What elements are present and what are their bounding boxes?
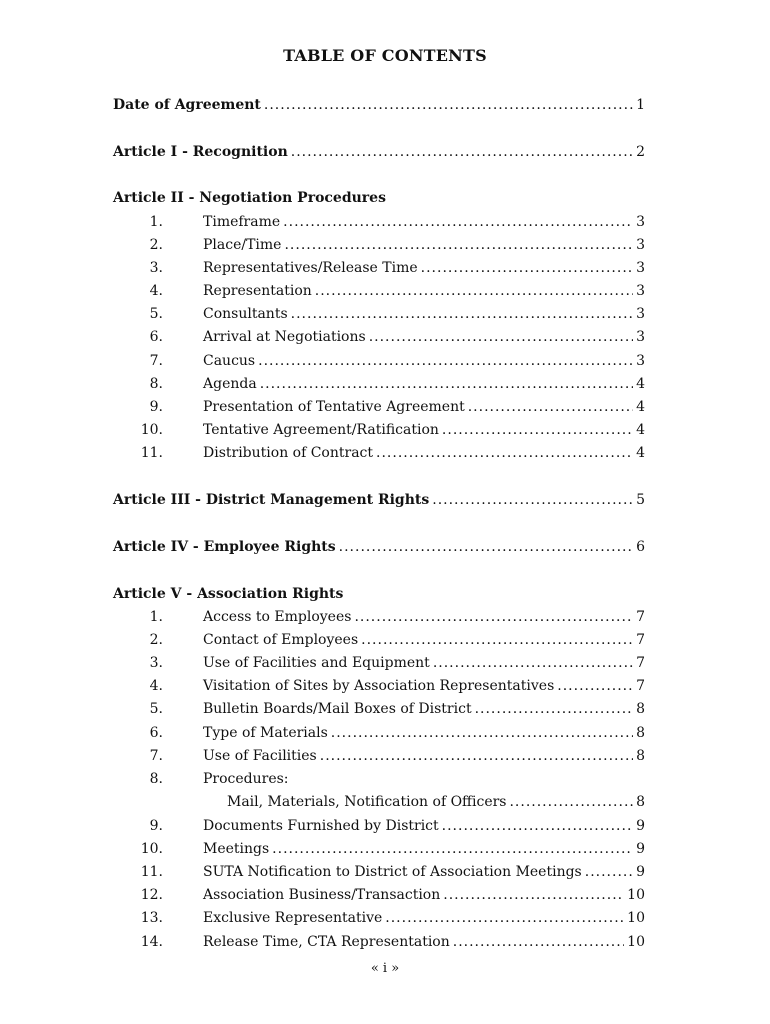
toc-entry-page: 7 bbox=[636, 609, 645, 625]
toc-entry-page: 3 bbox=[636, 329, 645, 345]
toc-entry bbox=[113, 421, 645, 439]
toc-entry-label: Contact of Employees bbox=[203, 632, 359, 648]
toc-entry-label: Visitation of Sites by Association Representatives bbox=[203, 678, 555, 694]
toc-entry-number: 3. bbox=[149, 655, 163, 671]
toc-entry bbox=[113, 817, 645, 835]
toc-entry bbox=[113, 654, 645, 672]
toc-entry-page: 2 bbox=[636, 144, 645, 160]
toc-entry bbox=[113, 631, 645, 649]
toc-entry-page: 4 bbox=[636, 376, 645, 392]
toc-entry-label: Access to Employees bbox=[203, 609, 352, 625]
toc-entry-page: 3 bbox=[636, 214, 645, 230]
toc-entry-page: 8 bbox=[636, 748, 645, 764]
toc-entry-label: Use of Facilities and Equipment bbox=[203, 655, 430, 671]
toc-entry-number: 4. bbox=[149, 678, 163, 694]
toc-entry-page: 3 bbox=[636, 353, 645, 369]
dot-leader bbox=[385, 909, 624, 927]
toc-entry-label: Tentative Agreement/Ratification bbox=[203, 422, 439, 438]
toc-entry bbox=[113, 398, 645, 416]
dot-leader bbox=[284, 236, 633, 254]
toc-entry bbox=[113, 259, 645, 277]
toc-entry bbox=[113, 909, 645, 927]
dot-leader bbox=[468, 398, 633, 416]
dot-leader bbox=[557, 677, 633, 695]
dot-leader bbox=[442, 421, 633, 439]
toc-entry-page: 5 bbox=[636, 492, 645, 508]
toc-entry bbox=[113, 375, 645, 393]
dot-leader bbox=[369, 328, 633, 346]
toc-entry bbox=[113, 236, 645, 254]
toc-entry-label: Place/Time bbox=[203, 237, 282, 253]
dot-leader bbox=[320, 747, 633, 765]
dot-leader bbox=[258, 352, 633, 370]
toc-entry-label: Article V - Association Rights bbox=[113, 586, 344, 602]
dot-leader bbox=[331, 724, 633, 742]
toc-entry-number: 2. bbox=[149, 237, 163, 253]
dot-leader bbox=[291, 305, 633, 323]
dot-leader bbox=[443, 886, 624, 904]
toc-entry-label: Bulletin Boards/Mail Boxes of District bbox=[203, 701, 472, 717]
toc-entry-number: 11. bbox=[140, 864, 163, 880]
dot-leader bbox=[264, 96, 633, 114]
toc-entry bbox=[113, 700, 645, 718]
toc-entry-label: Caucus bbox=[203, 353, 256, 369]
toc-entry-page: 10 bbox=[627, 934, 645, 950]
toc-entry-number: 10. bbox=[140, 841, 163, 857]
dot-leader bbox=[339, 538, 633, 556]
toc-entry-label: Type of Materials bbox=[203, 725, 328, 741]
toc-entry bbox=[113, 538, 645, 556]
toc-entry-label: Meetings bbox=[203, 841, 270, 857]
toc-entry-number: 9. bbox=[149, 399, 163, 415]
toc-entry bbox=[113, 886, 645, 904]
toc-entry-number: 1. bbox=[149, 214, 163, 230]
page-number-footer: « i » bbox=[370, 961, 400, 976]
page-title: TABLE OF CONTENTS bbox=[283, 46, 487, 65]
toc-entry bbox=[113, 143, 645, 161]
toc-entry-label: Use of Facilities bbox=[203, 748, 317, 764]
dot-leader bbox=[283, 213, 633, 231]
toc-entry bbox=[113, 189, 645, 207]
dot-leader bbox=[442, 817, 633, 835]
toc-entry-number: 3. bbox=[149, 260, 163, 276]
toc-entry-page: 8 bbox=[636, 794, 645, 810]
dot-leader bbox=[421, 259, 633, 277]
toc-entry-label: Presentation of Tentative Agreement bbox=[203, 399, 465, 415]
toc-entry-number: 13. bbox=[140, 910, 163, 926]
toc-entry-label: Exclusive Representative bbox=[203, 910, 383, 926]
toc-entry-number: 10. bbox=[140, 422, 163, 438]
toc-entry-page: 3 bbox=[636, 283, 645, 299]
dot-leader bbox=[475, 700, 634, 718]
dot-leader bbox=[433, 654, 633, 672]
toc-entry bbox=[113, 747, 645, 765]
toc-entry-page: 3 bbox=[636, 306, 645, 322]
toc-entry-number: 6. bbox=[149, 725, 163, 741]
toc-entry bbox=[113, 585, 645, 603]
toc-entry-label: Agenda bbox=[203, 376, 257, 392]
toc-entry-label: Association Business/Transaction bbox=[203, 887, 441, 903]
toc-entry-page: 3 bbox=[636, 260, 645, 276]
toc-entry-number: 14. bbox=[140, 934, 163, 950]
toc-entry-number: 5. bbox=[149, 306, 163, 322]
toc-entry bbox=[113, 724, 645, 742]
toc-entry-label: Representation bbox=[203, 283, 312, 299]
toc-entry-number: 6. bbox=[149, 329, 163, 345]
toc-entry-number: 12. bbox=[140, 887, 163, 903]
toc-entry bbox=[113, 352, 645, 370]
toc-entry-label: Timeframe bbox=[203, 214, 281, 230]
toc-entry bbox=[113, 677, 645, 695]
toc-entry-label: Distribution of Contract bbox=[203, 445, 374, 461]
toc-entry-label: Representatives/Release Time bbox=[203, 260, 418, 276]
toc-entry bbox=[113, 793, 645, 811]
toc-entry bbox=[113, 96, 645, 114]
toc-entry-page: 9 bbox=[636, 818, 645, 834]
dot-leader bbox=[432, 491, 633, 509]
dot-leader bbox=[376, 444, 633, 462]
toc-entry-number: 5. bbox=[149, 701, 163, 717]
toc-entry-page: 8 bbox=[636, 725, 645, 741]
dot-leader bbox=[361, 631, 633, 649]
toc-entry-page: 3 bbox=[636, 237, 645, 253]
toc-entry-number: 8. bbox=[149, 771, 163, 787]
toc-entry-page: 4 bbox=[636, 445, 645, 461]
toc-entry-page: 6 bbox=[636, 539, 645, 555]
toc-entry-page: 7 bbox=[636, 655, 645, 671]
dot-leader bbox=[315, 282, 633, 300]
toc-entry-page: 7 bbox=[636, 632, 645, 648]
toc-entry bbox=[113, 863, 645, 881]
toc-entry bbox=[113, 840, 645, 858]
dot-leader bbox=[272, 840, 633, 858]
toc-entry-page: 10 bbox=[627, 910, 645, 926]
toc-entry-label: Article II - Negotiation Procedures bbox=[113, 190, 386, 206]
toc-entry-number: 9. bbox=[149, 818, 163, 834]
toc-entry-page: 7 bbox=[636, 678, 645, 694]
dot-leader bbox=[291, 143, 633, 161]
toc-entry-number: 11. bbox=[140, 445, 163, 461]
toc-entry-page: 9 bbox=[636, 841, 645, 857]
toc-entry-page: 10 bbox=[627, 887, 645, 903]
toc-entry-number: 4. bbox=[149, 283, 163, 299]
toc-entry bbox=[113, 491, 645, 509]
toc-entry-label: Article IV - Employee Rights bbox=[113, 539, 336, 555]
toc-entry bbox=[113, 444, 645, 462]
toc-entry-number: 8. bbox=[149, 376, 163, 392]
toc-entry bbox=[113, 305, 645, 323]
toc-entry-label: Consultants bbox=[203, 306, 288, 322]
toc-entry-label: SUTA Notification to District of Association Meetings bbox=[203, 864, 582, 880]
dot-leader bbox=[453, 933, 624, 951]
toc-entry-label: Documents Furnished by District bbox=[203, 818, 439, 834]
toc-entry bbox=[113, 770, 645, 788]
toc-entry-number: 2. bbox=[149, 632, 163, 648]
toc-entry bbox=[113, 933, 645, 951]
dot-leader bbox=[354, 608, 633, 626]
toc-entry bbox=[113, 213, 645, 231]
toc-entry-label: Arrival at Negotiations bbox=[203, 329, 366, 345]
toc-entry bbox=[113, 328, 645, 346]
toc-entry-number: 1. bbox=[149, 609, 163, 625]
toc-entry-page: 1 bbox=[636, 97, 645, 113]
toc-entry-label: Mail, Materials, Notification of Officers bbox=[227, 794, 507, 810]
toc-entry-number: 7. bbox=[149, 748, 163, 764]
toc-entry-number: 7. bbox=[149, 353, 163, 369]
toc-entry-label: Date of Agreement bbox=[113, 97, 261, 113]
dot-leader bbox=[260, 375, 633, 393]
toc-entry bbox=[113, 608, 645, 626]
dot-leader bbox=[509, 793, 633, 811]
toc-entry-label: Release Time, CTA Representation bbox=[203, 934, 450, 950]
toc-entry-page: 4 bbox=[636, 422, 645, 438]
toc-entry-label: Article I - Recognition bbox=[113, 144, 288, 160]
dot-leader bbox=[585, 863, 633, 881]
toc-entry-label: Procedures: bbox=[203, 771, 289, 787]
toc-entry-page: 4 bbox=[636, 399, 645, 415]
toc-entry bbox=[113, 282, 645, 300]
toc-entry-page: 9 bbox=[636, 864, 645, 880]
toc-entry-label: Article III - District Management Rights bbox=[113, 492, 430, 508]
toc-entry-page: 8 bbox=[636, 701, 645, 717]
